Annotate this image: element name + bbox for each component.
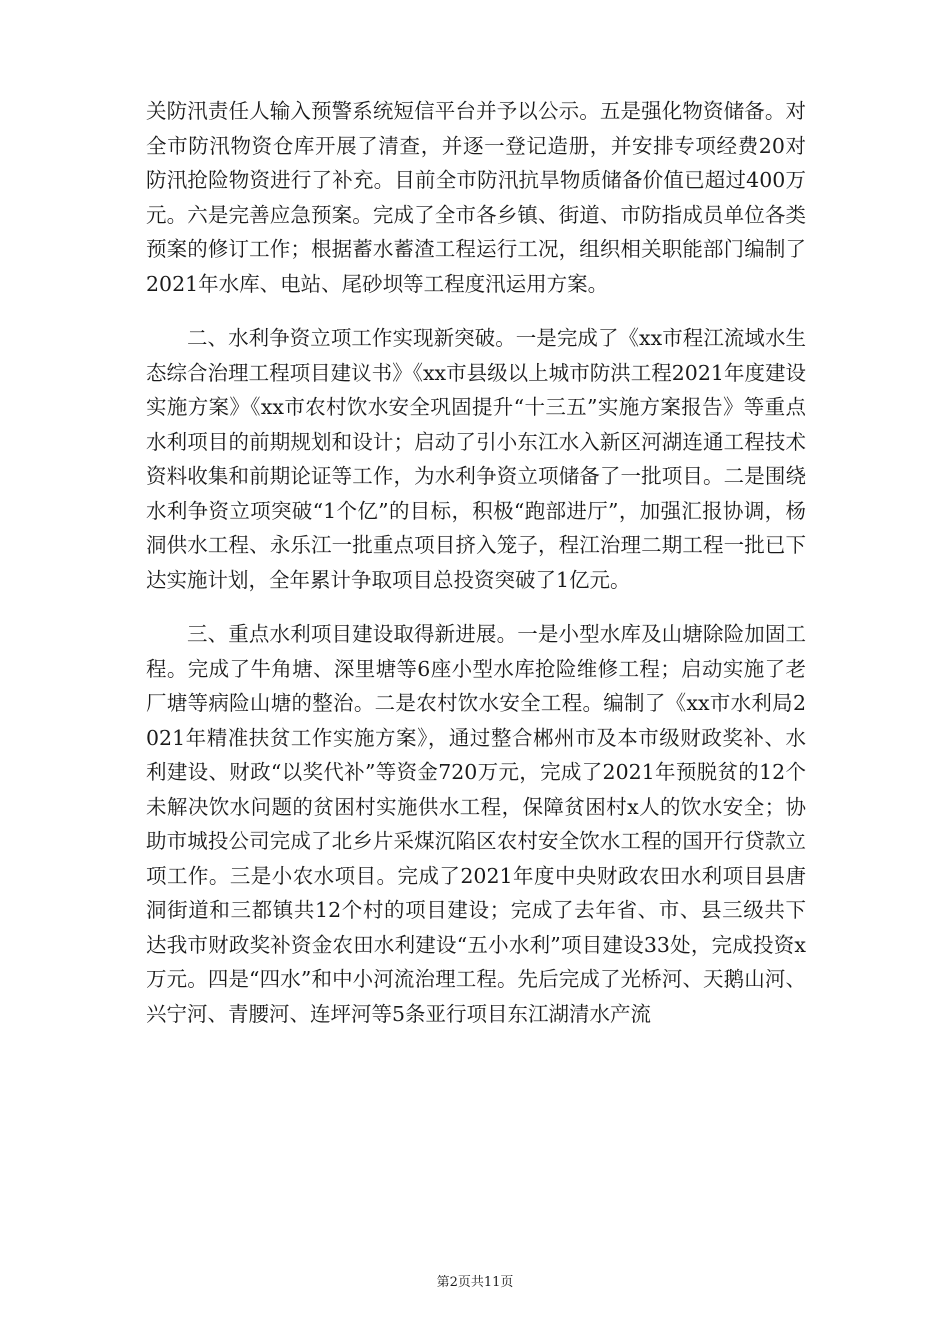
paragraph-2: 二、水利争资立项工作实现新突破。一是完成了《xx市程江流域水生态综合治理工程项目建议书》《xx市县级以上城市防洪工程2021年度建设实施方案》《xx市农村饮水安全巩固提升“十三五”实施方案报告》等重点水利项目的前期规划和设计；启动了引小东江水入新区河湖连通工程技术资料收集和前期论证等工作，为水利争资立项储备了一批项目。二是围绕水利争资立项突破“1个亿”的目标，积极“跑部进厅”，加强汇报协调，杨洞供水工程、永乐江一批重点项目挤入笼子，程江治理二期工程一批已下达实施计划，全年累计争取项目总投资突破了1亿元。 (146, 326, 806, 592)
document-body (146, 94, 806, 1031)
paragraph-3: 三、重点水利项目建设取得新进展。一是小型水库及山塘除险加固工程。完成了牛角塘、深里塘等6座小型水库抢险维修工程；启动实施了老厂塘等病险山塘的整治。二是农村饮水安全工程。编制了《xx市水利局2021年精准扶贫工作实施方案》，通过整合郴州市及本市级财政奖补、水利建设、财政“以奖代补”等资金720万元，完成了2021年预脱贫的12个未解决饮水问题的贫困村实施供水工程，保障贫困村x人的饮水安全；协助市城投公司完成了北乡片采煤沉陷区农村安全饮水工程的国开行贷款立项工作。三是小农水项目。完成了2021年度中央财政农田水利项目县唐洞街道和三都镇共12个村的项目建设；完成了去年省、市、县三级共下达我市财政奖补资金农田水利建设“五小水利”项目建设33处，完成投资x万元。四是“四水”和中小河流治理工程。先后完成了光桥河、天鹅山河、兴宁河、青腰河、连坪河等5条亚行项目东江湖清水产流 (146, 622, 806, 1026)
paragraph-1: 关防汛责任人输入预警系统短信平台并予以公示。五是强化物资储备。对全市防汛物资仓库开展了清查，并逐一登记造册，并安排专项经费20对防汛抢险物资进行了补充。目前全市防汛抗旱物质储备价值已超过400万元。六是完善应急预案。完成了全市各乡镇、街道、市防指成员单位各类预案的修订工作；根据蓄水蓄渣工程运行工况，组织相关职能部门编制了2021年水库、电站、尾砂坝等工程度汛运用方案。 (146, 99, 806, 296)
footer-prefix: 第 (436, 1275, 450, 1290)
footer-current-page: 2 (449, 1275, 458, 1290)
footer-suffix: 页 (500, 1275, 514, 1290)
footer-middle: 页共 (457, 1275, 484, 1290)
footer-total-pages: 11 (483, 1275, 501, 1290)
page-footer (0, 1271, 950, 1290)
